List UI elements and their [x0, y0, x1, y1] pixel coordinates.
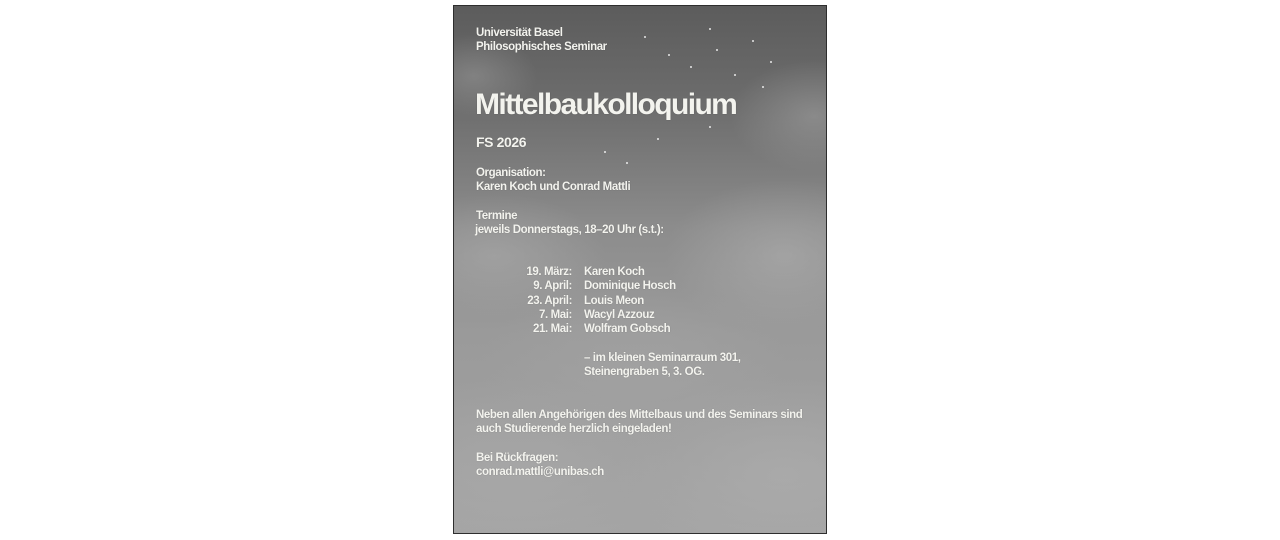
- organisation-label: Organisation:: [476, 167, 546, 179]
- termine-info: jeweils Donnerstags, 18–20 Uhr (s.t.):: [475, 224, 664, 236]
- schedule-date: 23. April:: [527, 294, 572, 307]
- schedule-speaker: Karen Koch: [584, 266, 645, 278]
- schedule-date: 7. Mai:: [539, 308, 572, 321]
- contact-label: Bei Rückfragen:: [476, 452, 559, 464]
- university-name: Universität Basel: [476, 27, 563, 39]
- poster-title: Mittelbaukolloquium: [475, 88, 737, 121]
- schedule-speaker: Louis Meon: [584, 294, 644, 307]
- schedule-speaker: Dominique Hosch: [584, 280, 676, 293]
- schedule-speakers: [584, 265, 814, 336]
- schedule-date: 19. März:: [526, 266, 572, 278]
- schedule-date: 9. April:: [533, 280, 572, 293]
- contact-email[interactable]: conrad.mattli@unibas.ch: [476, 466, 604, 478]
- invitation-line-1: Neben allen Angehörigen des Mittelbaus und des Seminars sind: [476, 409, 803, 421]
- location-line-1: – im kleinen Seminarraum 301,: [584, 352, 741, 364]
- schedule-date: 21. Mai:: [533, 323, 572, 336]
- semester: FS 2026: [476, 134, 527, 150]
- event-poster: [453, 5, 827, 534]
- location-line-2: Steinengraben 5, 3. OG.: [584, 366, 705, 378]
- schedule-dates: [476, 265, 572, 336]
- organisation-names: Karen Koch und Conrad Mattli: [476, 181, 631, 193]
- schedule-speaker: Wacyl Azzouz: [584, 308, 655, 321]
- schedule-speaker: Wolfram Gobsch: [584, 323, 671, 336]
- termine-label: Termine: [476, 210, 518, 222]
- seminar-name: Philosophisches Seminar: [476, 41, 607, 53]
- invitation-line-2: auch Studierende herzlich eingeladen!: [476, 423, 672, 435]
